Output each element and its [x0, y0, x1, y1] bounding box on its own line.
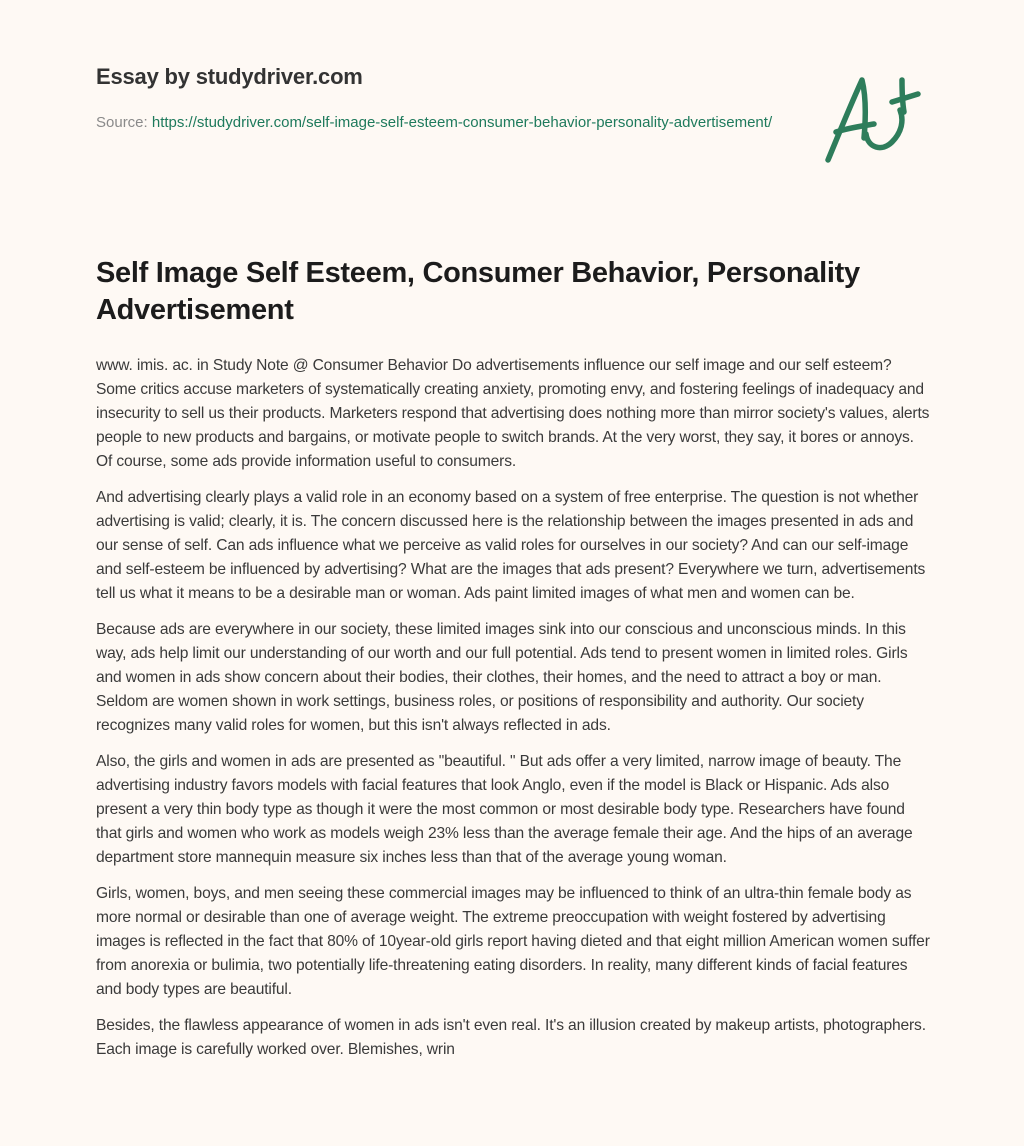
essay-paragraph: Besides, the flawless appearance of women in ads isn't even real. It's an illusion created by makeup artists, photographers. Each image is carefully worked over. Blemishes, wrin	[96, 1017, 926, 1058]
source-link[interactable]: https://studydriver.com/self-image-self-esteem-consumer-behavior-personality-advertisement/	[151, 114, 773, 131]
essay-paragraph: And advertising clearly plays a valid role in an economy based on a system of free enterprise. The question is not whether advertising is valid; clearly, it is. The concern discussed here is the relationship between the images presented in ads and our sense of self. Can ads influence what we perceive as valid roles for ourselves in our society? And can our self-image and self-esteem be influenced by advertising? What are the images that ads present? Everywhere we turn, advertisements tell us what it means to be a desirable man or woman. Ads paint limited images of what men and women can be.	[96, 489, 926, 602]
site-title: Essay by studydriver.com	[96, 64, 363, 89]
essay-paragraph: Because ads are everywhere in our society, these limited images sink into our conscious and unconscious minds. In this way, ads help limit our understanding of our worth and our full potential. Ads tend to present women in limited roles. Girls and women in ads show concern about their bodies, their clothes, their homes, and the need to attract a boy or man. Seldom are women shown in work settings, business roles, or positions of responsibility and authority. Our society recognizes many valid roles for women, but this isn't always reflected in ads.	[96, 621, 908, 734]
a-plus-grade-icon	[822, 66, 926, 166]
essay-body	[96, 354, 932, 1074]
essay-paragraph: Girls, women, boys, and men seeing these commercial images may be influenced to think of an ultra-thin female body as more normal or desirable than one of average weight. The extreme preoccupation with weight fostered by advertising images is reflected in the fact that 80% of 10year-old girls report having dieted and that eight million American women suffer from anorexia or bulimia, two potentially life-threatening eating disorders. In reality, many different kinds of facial features and body types are beautiful.	[96, 885, 930, 998]
source-line	[96, 111, 776, 134]
essay-title: Self Image Self Esteem, Consumer Behavior, Personality Advertisement	[96, 257, 860, 326]
essay-paragraph: Also, the girls and women in ads are presented as "beautiful. " But ads offer a very limited, narrow image of beauty. The advertising industry favors models with facial features that look Anglo, even if the model is Black or Hispanic. Ads also present a very thin body type as though it were the most common or most desirable body type. Researchers have found that girls and women who work as models weigh 23% less than the average female their age. And the hips of an average department store mannequin measure six inches less than that of the average young woman.	[96, 753, 913, 866]
essay-paragraph: www. imis. ac. in Study Note @ Consumer Behavior Do advertisements influence our self image and our self esteem? Some critics accuse marketers of systematically creating anxiety, promoting envy, and fostering feelings of inadequacy and insecurity to sell us their products. Marketers respond that advertising does nothing more than mirror society's values, alerts people to new products and bargains, or motivate people to switch brands. At the very worst, they say, it bores or annoys. Of course, some ads provide information useful to consumers.	[96, 357, 930, 470]
essay-page	[96, 0, 932, 1058]
page-header	[96, 0, 932, 230]
source-label: Source:	[96, 114, 148, 131]
